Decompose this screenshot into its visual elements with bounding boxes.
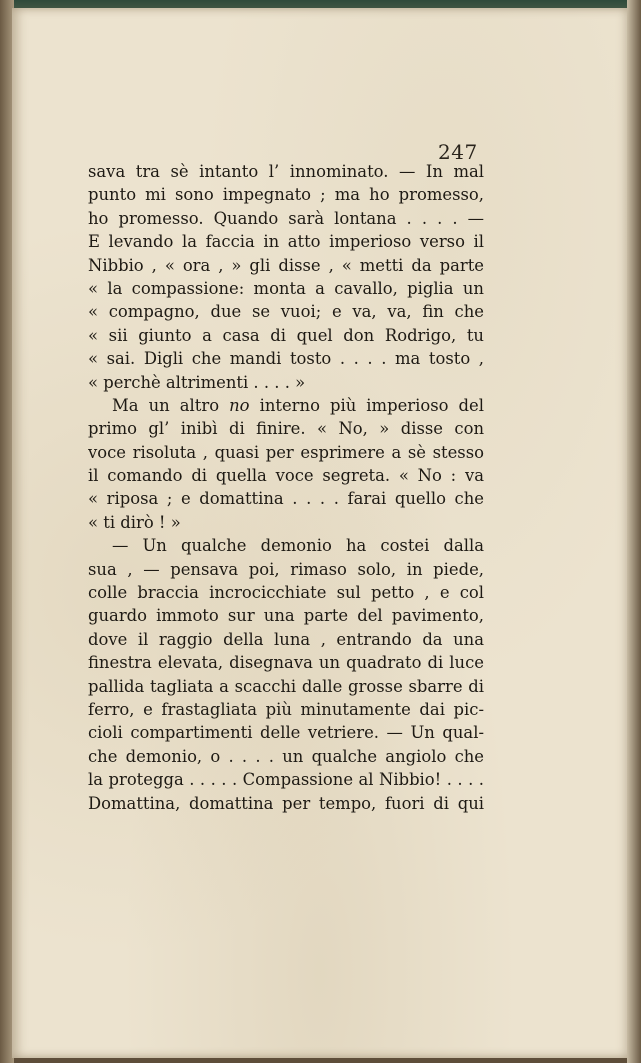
text-line: punto mi sono impegnato ; ma ho promesso, — [88, 185, 484, 205]
text-segment: interno più imperioso del — [249, 395, 484, 415]
text-line: guardo immoto sur una parte del pavimento, — [88, 606, 484, 626]
text-line: « ti dirò ! » — [88, 512, 181, 532]
book-page — [12, 8, 628, 1058]
text-line: sava tra sè intanto l’ innominato. — In mal — [88, 162, 484, 181]
text-segment: Ma un altro — [112, 395, 230, 415]
text-line: ferro, e frastagliata più minutamente dai pic- — [88, 699, 484, 719]
text-line: voce risoluta , quasi per esprimere a sè stesso — [88, 442, 484, 462]
text-line: « riposa ; e domattina . . . . farai quello che — [88, 489, 484, 509]
text-line: primo gl’ inibì di finire. « No, » disse con — [88, 419, 484, 439]
text-line: « compagno, due se vuoi; e va, va, fin che — [88, 302, 484, 322]
text-line: il comando di quella voce segreta. « No : va — [88, 466, 484, 486]
text-line: finestra elevata, disegnava un quadrato di luce — [88, 653, 484, 673]
text-line: la protegga . . . . . Compassione al Nibbio! . . . . — [88, 770, 484, 790]
binding-edge-right — [627, 0, 641, 1063]
text-line — [88, 394, 484, 417]
text-line: ho promesso. Quando sarà lontana . . . . — — [88, 208, 484, 228]
body-text — [88, 160, 484, 815]
text-line: cioli compartimenti delle vetriere. — Un qual- — [88, 723, 484, 743]
text-line: « la compassione: monta a cavallo, piglia un — [88, 278, 484, 298]
text-line: dove il raggio della luna , entrando da una — [88, 629, 484, 649]
text-line: Nibbio , « ora , » gli disse , « metti da parte — [88, 255, 484, 275]
italic-word: no — [229, 395, 250, 415]
text-line: « perchè altrimenti . . . . » — [88, 372, 306, 392]
text-line: Domattina, domattina per tempo, fuori di qui — [88, 793, 484, 813]
text-line: « sii giunto a casa di quel don Rodrigo, tu — [88, 325, 484, 345]
text-line: « sai. Digli che mandi tosto . . . . ma tosto , — [88, 349, 484, 369]
text-line: che demonio, o . . . . un qualche angiolo che — [88, 746, 484, 766]
text-line: pallida tagliata a scacchi dalle grosse sbarre di — [88, 676, 484, 696]
text-line: — Un qualche demonio ha costei dalla — [112, 536, 484, 556]
page-number: 247 — [438, 140, 478, 164]
text-line: colle braccia incrocicchiate sul petto , e col — [88, 583, 484, 603]
text-line: E levando la faccia in atto imperioso verso il — [88, 232, 484, 252]
text-line: sua , — pensava poi, rimaso solo, in piede, — [88, 559, 484, 579]
